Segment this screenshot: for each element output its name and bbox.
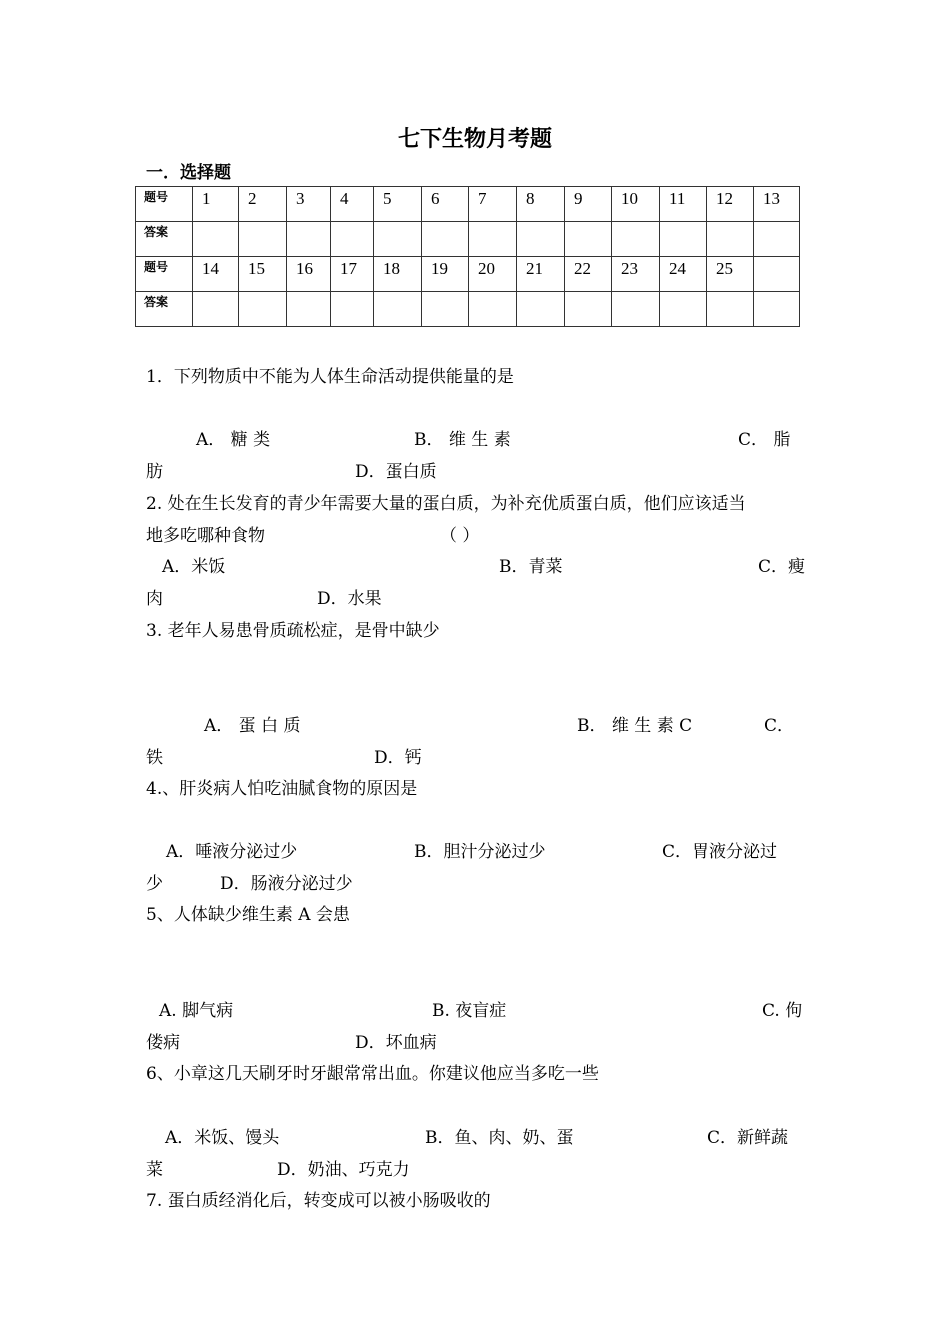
- question-4-text: 4.、肝炎病人怕吃油腻食物的原因是: [146, 779, 418, 799]
- question-3-text: 3. 老年人易患骨质疏松症，是骨中缺少: [146, 621, 440, 641]
- question-number: 24: [660, 257, 707, 292]
- question-number: [754, 257, 800, 292]
- answer-cell[interactable]: [422, 292, 469, 327]
- option-d: D．蛋白质: [355, 462, 437, 482]
- option-a: A. 脚气病: [159, 1001, 234, 1021]
- question-number: 23: [612, 257, 660, 292]
- question-number: 22: [565, 257, 612, 292]
- option-a: A． 糖 类: [196, 430, 271, 450]
- answer-cell[interactable]: [754, 222, 800, 257]
- option-c-cont: 偻病: [146, 1033, 180, 1053]
- question-number: 7: [469, 187, 517, 222]
- answer-cell[interactable]: [612, 292, 660, 327]
- option-a: A．唾液分泌过少: [166, 842, 298, 862]
- answer-paren: （ ）: [440, 526, 480, 546]
- option-b: B． 维 生 素: [414, 430, 511, 450]
- question-number: 18: [374, 257, 422, 292]
- answer-cell[interactable]: [754, 292, 800, 327]
- option-c-cont: 少: [146, 874, 163, 894]
- question-7-text: 7. 蛋白质经消化后，转变成可以被小肠吸收的: [146, 1191, 491, 1211]
- question-number: 13: [754, 187, 800, 222]
- section-heading: 一．选择题: [146, 163, 231, 183]
- question-1-text: 1．下列物质中不能为人体生命活动提供能量的是: [146, 367, 514, 387]
- answer-cell[interactable]: [287, 222, 331, 257]
- answer-cell[interactable]: [660, 292, 707, 327]
- option-d: D．坏血病: [355, 1033, 437, 1053]
- question-number: 1: [193, 187, 239, 222]
- question-number: 12: [707, 187, 754, 222]
- answer-cell[interactable]: [469, 292, 517, 327]
- answer-cell[interactable]: [517, 222, 565, 257]
- question-2-text: 2. 处在生长发育的青少年需要大量的蛋白质，为补充优质蛋白质，他们应该适当: [146, 494, 746, 514]
- answer-cell[interactable]: [660, 222, 707, 257]
- question-number: 3: [287, 187, 331, 222]
- option-d: D．肠液分泌过少: [220, 874, 353, 894]
- question-2-text-cont: 地多吃哪种食物: [146, 526, 265, 546]
- page-title: 七下生物月考题: [397, 126, 552, 152]
- answer-table: [135, 186, 800, 327]
- option-d: D．钙: [374, 748, 422, 768]
- answer-cell[interactable]: [239, 292, 287, 327]
- question-number: 16: [287, 257, 331, 292]
- row-header: 题号: [136, 187, 193, 222]
- answer-cell[interactable]: [193, 222, 239, 257]
- option-d: D．水果: [317, 589, 382, 609]
- row-header: 答案: [136, 222, 193, 257]
- option-d: D．奶油、巧克力: [277, 1160, 410, 1180]
- question-number: 6: [422, 187, 469, 222]
- answer-cell[interactable]: [193, 292, 239, 327]
- answer-cell[interactable]: [517, 292, 565, 327]
- question-number: 2: [239, 187, 287, 222]
- answer-cell[interactable]: [287, 292, 331, 327]
- option-a: A．米饭、馒头: [165, 1128, 280, 1148]
- option-c: C．胃液分泌过: [662, 842, 778, 862]
- question-number: 21: [517, 257, 565, 292]
- table-row: [136, 222, 800, 257]
- option-b: B. 夜盲症: [432, 1001, 507, 1021]
- option-c: C．瘦: [758, 557, 806, 577]
- answer-cell[interactable]: [707, 222, 754, 257]
- answer-cell[interactable]: [422, 222, 469, 257]
- question-5-text: 5、人体缺少维生素 A 会患: [146, 905, 350, 925]
- question-number: 8: [517, 187, 565, 222]
- answer-cell[interactable]: [374, 222, 422, 257]
- table-row: [136, 187, 800, 222]
- question-number: 19: [422, 257, 469, 292]
- question-number: 17: [331, 257, 374, 292]
- row-header: 题号: [136, 257, 193, 292]
- answer-cell[interactable]: [331, 222, 374, 257]
- option-a: A． 蛋 白 质: [204, 716, 301, 736]
- question-number: 11: [660, 187, 707, 222]
- option-c: C．: [764, 716, 795, 736]
- table-row: [136, 292, 800, 327]
- option-c-cont: 铁: [146, 748, 163, 768]
- question-number: 14: [193, 257, 239, 292]
- option-b: B．鱼、肉、奶、蛋: [425, 1128, 574, 1148]
- answer-cell[interactable]: [239, 222, 287, 257]
- question-number: 25: [707, 257, 754, 292]
- answer-cell[interactable]: [612, 222, 660, 257]
- option-c-cont: 菜: [146, 1160, 163, 1180]
- option-c: C．新鲜蔬: [707, 1128, 789, 1148]
- answer-cell[interactable]: [331, 292, 374, 327]
- question-number: 4: [331, 187, 374, 222]
- answer-cell[interactable]: [374, 292, 422, 327]
- question-number: 9: [565, 187, 612, 222]
- option-b: B． 维 生 素 C: [577, 716, 693, 736]
- option-b: B．青菜: [499, 557, 563, 577]
- option-a: A．米饭: [162, 557, 226, 577]
- answer-cell[interactable]: [565, 222, 612, 257]
- question-number: 20: [469, 257, 517, 292]
- option-c-cont: 肪: [146, 462, 163, 482]
- row-header: 答案: [136, 292, 193, 327]
- answer-cell[interactable]: [707, 292, 754, 327]
- option-c-cont: 肉: [146, 589, 163, 609]
- question-6-text: 6、小章这几天刷牙时牙龈常常出血。你建议他应当多吃一些: [146, 1064, 599, 1084]
- table-row: [136, 257, 800, 292]
- option-c: C． 脂: [738, 430, 791, 450]
- question-number: 5: [374, 187, 422, 222]
- question-number: 10: [612, 187, 660, 222]
- question-number: 15: [239, 257, 287, 292]
- answer-cell[interactable]: [469, 222, 517, 257]
- option-c: C. 佝: [762, 1001, 803, 1021]
- option-b: B．胆汁分泌过少: [414, 842, 546, 862]
- answer-cell[interactable]: [565, 292, 612, 327]
